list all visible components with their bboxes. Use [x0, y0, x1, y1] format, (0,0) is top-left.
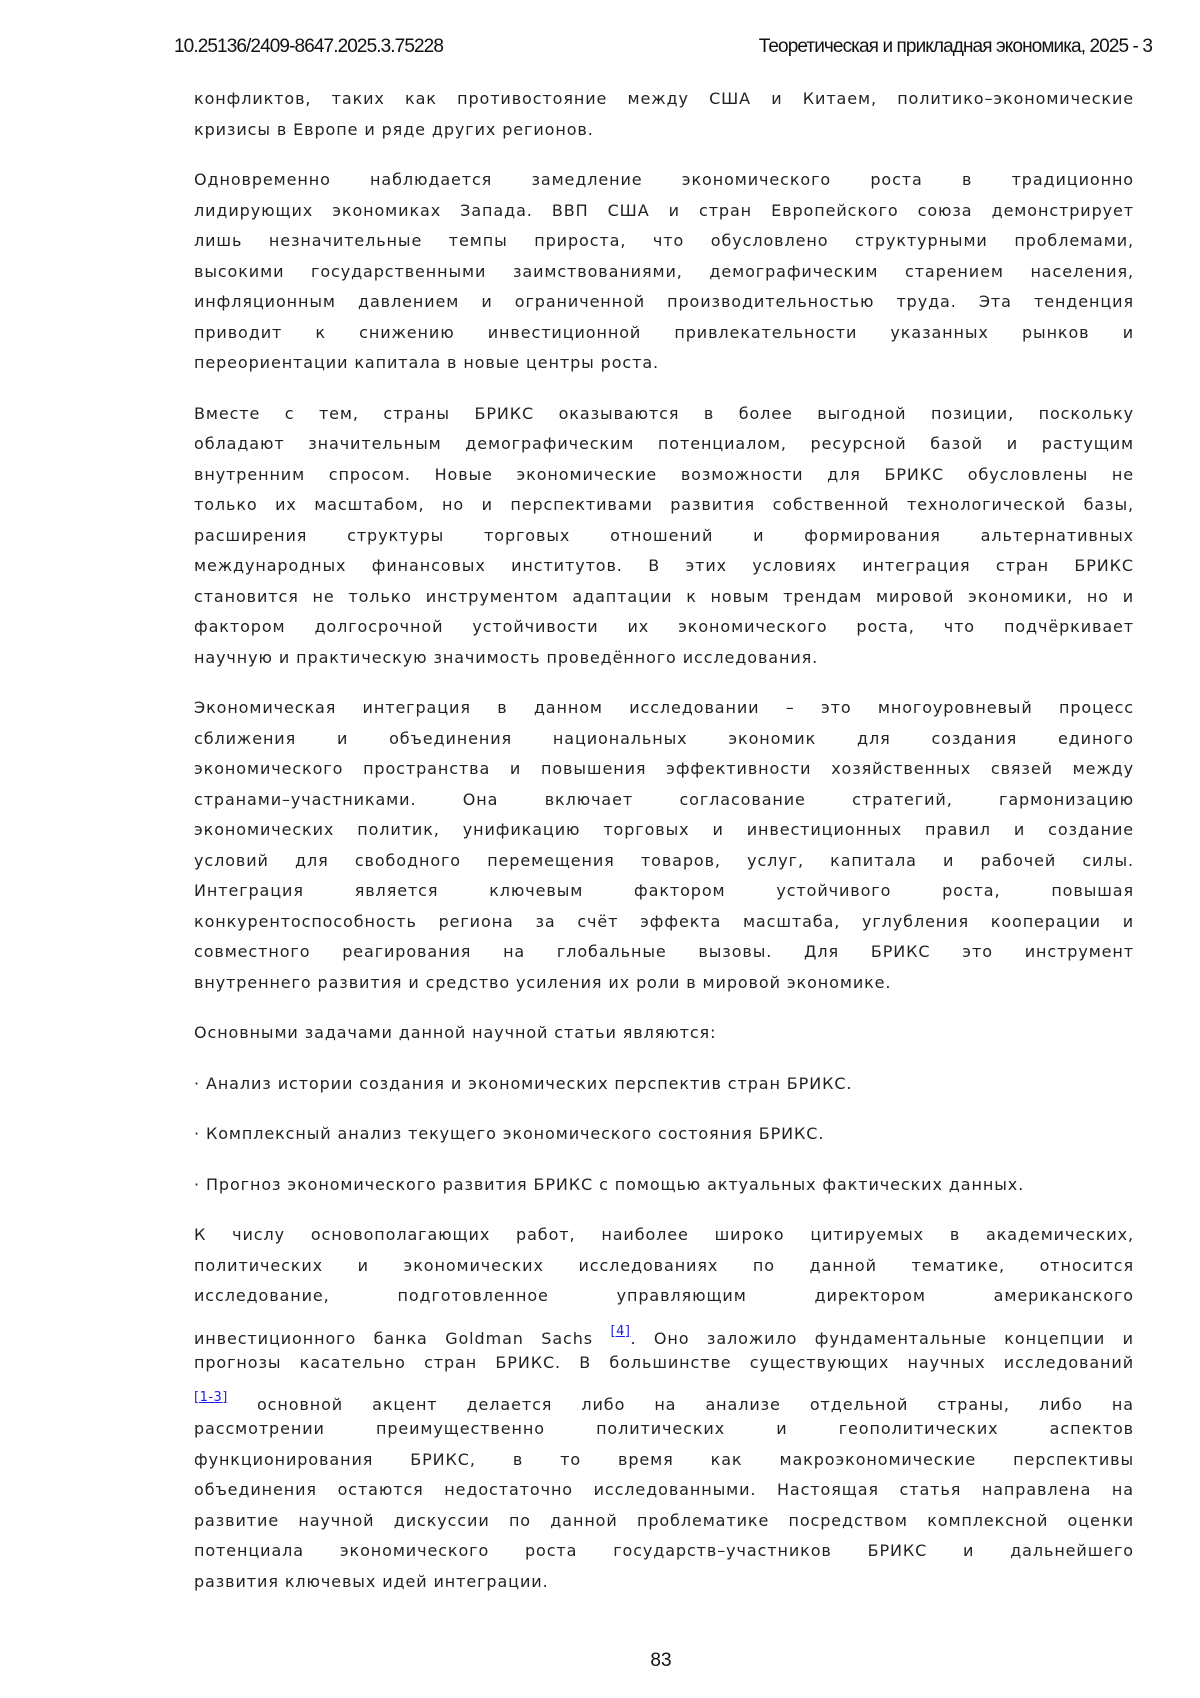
text-line: внутренним спросом. Новые экономические возможности для БРИКС обусловлены не [194, 460, 1134, 491]
text-line: международных финансовых институтов. В этих условиях интеграция стран БРИКС [194, 551, 1134, 582]
text-segment: основной акцент делается либо на анализе отдельной страны, либо на [228, 1395, 1134, 1414]
text-line: инфляционным давлением и ограниченной производительностью труда. Эта тенденция [194, 287, 1134, 318]
paragraph [194, 399, 1134, 674]
text-line: фактором долгосрочной устойчивости их экономического роста, что подчёркивает [194, 612, 1134, 643]
text-line: · Анализ истории создания и экономических перспектив стран БРИКС. [194, 1069, 1134, 1100]
article-body [194, 84, 1134, 1617]
text-line: · Прогноз экономического развития БРИКС с помощью актуальных фактических данных. [194, 1170, 1134, 1201]
text-line: экономического пространства и повышения эффективности хозяйственных связей между [194, 754, 1134, 785]
text-line [194, 1378, 1134, 1414]
paragraph [194, 1018, 1134, 1049]
text-line: потенциала экономического роста государств–участников БРИКС и дальнейшего [194, 1536, 1134, 1567]
text-line: странами–участниками. Она включает согласование стратегий, гармонизацию [194, 785, 1134, 816]
text-line: расширения структуры торговых отношений и формирования альтернативных [194, 521, 1134, 552]
text-line: только их масштабом, но и перспективами развития собственной технологической базы, [194, 490, 1134, 521]
text-line: Экономическая интеграция в данном исследовании – это многоуровневый процесс [194, 693, 1134, 724]
text-line: приводит к снижению инвестиционной привлекательности указанных рынков и [194, 318, 1134, 349]
text-line: лидирующих экономиках Запада. ВВП США и стран Европейского союза демонстрирует [194, 196, 1134, 227]
text-line: К числу основополагающих работ, наиболее широко цитируемых в академических, [194, 1220, 1134, 1251]
text-line: рассмотрении преимущественно политических и геополитических аспектов [194, 1414, 1134, 1445]
paragraph [194, 693, 1134, 998]
citation-link[interactable]: [1-3] [194, 1390, 228, 1405]
text-line: становится не только инструментом адаптации к новым трендам мировой экономики, но и [194, 582, 1134, 613]
text-line: переориентации капитала в новые центры роста. [194, 348, 1134, 379]
text-line: Вместе с тем, страны БРИКС оказываются в более выгодной позиции, поскольку [194, 399, 1134, 430]
text-line: развитие научной дискуссии по данной проблематике посредством комплексной оценки [194, 1506, 1134, 1537]
text-line: Основными задачами данной научной статьи являются: [194, 1018, 1134, 1049]
page-number: 83 [0, 1650, 1200, 1672]
text-line: политических и экономических исследованиях по данной тематике, относится [194, 1251, 1134, 1282]
text-line: Одновременно наблюдается замедление экономического роста в традиционно [194, 165, 1134, 196]
list-item [194, 1119, 1134, 1150]
text-line: условий для свободного перемещения товаров, услуг, капитала и рабочей силы. [194, 846, 1134, 877]
text-line: конкурентоспособность региона за счёт эффекта масштаба, углубления кооперации и [194, 907, 1134, 938]
text-line: лишь незначительные темпы прироста, что обусловлено структурными проблемами, [194, 226, 1134, 257]
text-line: конфликтов, таких как противостояние между США и Китаем, политико–экономические [194, 84, 1134, 115]
list-item [194, 1170, 1134, 1201]
text-line: прогнозы касательно стран БРИКС. В большинстве существующих научных исследований [194, 1348, 1134, 1379]
text-line: внутреннего развития и средство усиления их роли в мировой экономике. [194, 968, 1134, 999]
text-line: Интеграция является ключевым фактором устойчивого роста, повышая [194, 876, 1134, 907]
paragraph [194, 84, 1134, 145]
text-line: кризисы в Европе и ряде других регионов. [194, 115, 1134, 146]
text-line: · Комплексный анализ текущего экономического состояния БРИКС. [194, 1119, 1134, 1150]
doi-header: 10.25136/2409-8647.2025.3.75228 [174, 36, 443, 58]
text-line: совместного реагирования на глобальные вызовы. Для БРИКС это инструмент [194, 937, 1134, 968]
text-line: объединения остаются недостаточно исследованными. Настоящая статья направлена на [194, 1475, 1134, 1506]
text-segment: инвестиционного банка Goldman Sachs [194, 1329, 611, 1348]
text-line: функционирования БРИКС, в то время как макроэкономические перспективы [194, 1445, 1134, 1476]
text-line: исследование, подготовленное управляющим директором американского [194, 1281, 1134, 1312]
text-line [194, 1312, 1134, 1348]
text-line: обладают значительным демографическим потенциалом, ресурсной базой и растущим [194, 429, 1134, 460]
paragraph [194, 165, 1134, 379]
text-line: высокими государственными заимствованиями, демографическим старением населения, [194, 257, 1134, 288]
text-line: экономических политик, унификацию торговых и инвестиционных правил и создание [194, 815, 1134, 846]
citation-link[interactable]: [4] [611, 1324, 631, 1339]
text-line: научную и практическую значимость проведённого исследования. [194, 643, 1134, 674]
paragraph [194, 1220, 1134, 1597]
text-segment: . Оно заложило фундаментальные концепции и [630, 1329, 1134, 1348]
text-line: развития ключевых идей интеграции. [194, 1567, 1134, 1598]
journal-header: Теоретическая и прикладная экономика, 2025 - 3 [759, 36, 1152, 58]
text-line: сближения и объединения национальных экономик для создания единого [194, 724, 1134, 755]
list-item [194, 1069, 1134, 1100]
